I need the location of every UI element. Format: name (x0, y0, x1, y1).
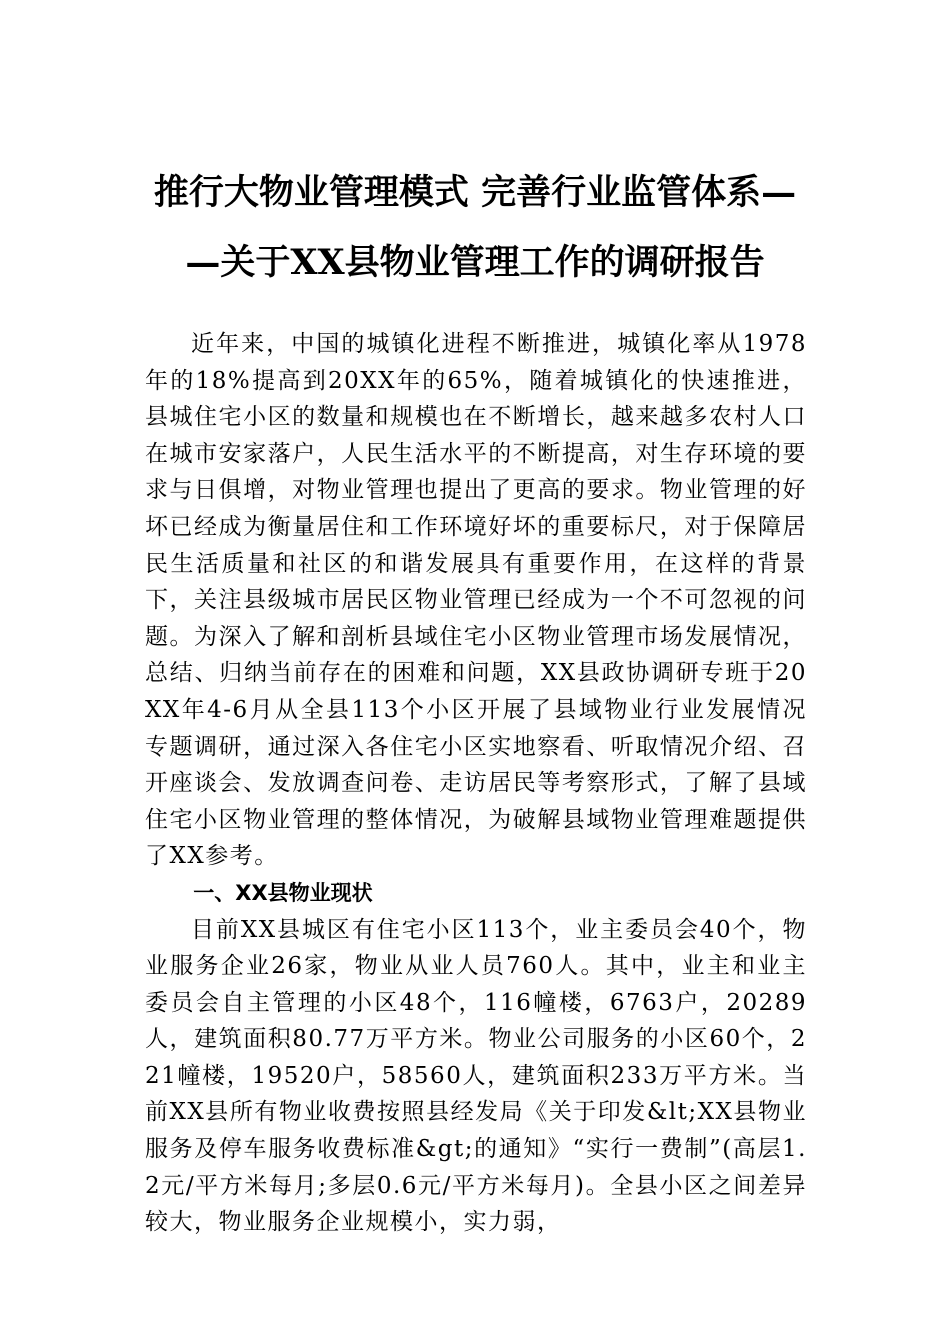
intro-paragraph: 近年来，中国的城镇化进程不断推进，城镇化率从1978年的18%提高到20XX年的65%，随着城镇化的快速推进，县城住宅小区的数量和规模也在不断增长，越来越多农村人口在城市安家落户，人民生活水平的不断提高，对生存环境的要求与日俱增，对物业管理也提出了更高的要求。物业管理的好坏已经成为衡量居住和工作环境好坏的重要标尺，对于保障居民生活质量和社区的和谐发展具有重要作用，在这样的背景下，关注县级城市居民区物业管理已经成为一个不可忽视的问题。为深入了解和剖析县域住宅小区物业管理市场发展情况，总结、归纳当前存在的困难和问题，XX县政协调研专班于20XX年4-6月从全县113个小区开展了县域物业行业发展情况专题调研，通过深入各住宅小区实地察看、听取情况介绍、召开座谈会、发放调查问卷、走访居民等考察形式，了解了县域住宅小区物业管理的整体情况，为破解县域物业管理难题提供了XX参考。 (145, 331, 807, 870)
document-title (140, 158, 810, 298)
title-line-2: —关于XX县物业管理工作的调研报告 (185, 242, 765, 283)
section-paragraph: 目前XX县城区有住宅小区113个，业主委员会40个，物业服务企业26家，物业从业人员760人。其中，业主和业主委员会自主管理的小区48个，116幢楼，6763户，20289人，建筑面积80.77万平方米。物业公司服务的小区60个，221幢楼，19520户，58560人，建筑面积233万平方米。当前XX县所有物业收费按照县经发局《关于印发&lt;XX县物业服务及停车服务收费标准&gt;的通知》“实行一费制”(高层1.2元/平方米每月;多层0.6元/平方米每月)。全县小区之间差异较大，物业服务企业规模小，实力弱， (145, 916, 807, 1236)
section-heading: 一、XX县物业现状 (193, 880, 373, 905)
title-line-1: 推行大物业管理模式 完善行业监管体系— (153, 172, 797, 213)
document-body (145, 326, 807, 1241)
